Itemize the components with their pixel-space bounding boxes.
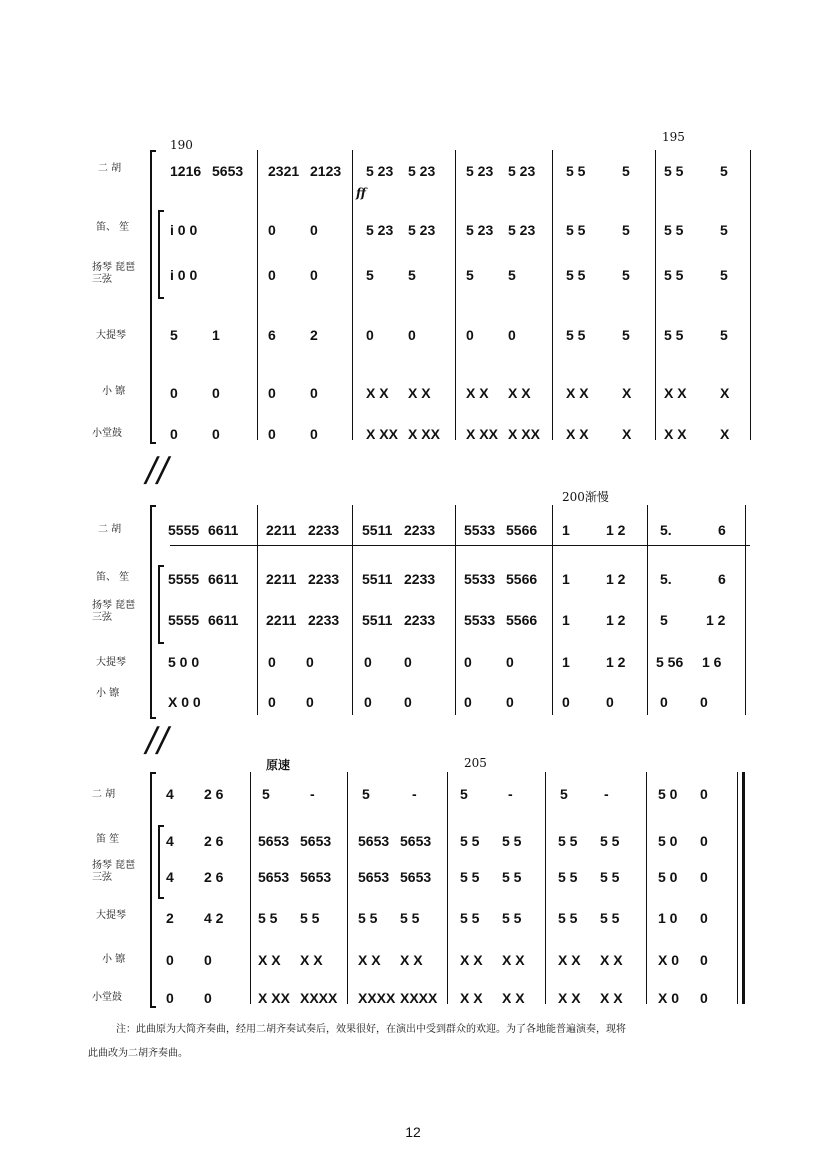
instrument-label-cymbal-drum: 小 镲	[96, 688, 120, 699]
instrument-label-cello: 大提琴	[96, 657, 126, 668]
note-group: 0	[404, 654, 412, 670]
note-group: 0	[700, 833, 708, 849]
note-group: 0	[166, 952, 174, 968]
note-group: 5	[366, 267, 374, 283]
note-group: 0	[700, 910, 708, 926]
note-group: 1 2	[606, 654, 626, 670]
note-group: X X	[358, 952, 381, 968]
note-group: 2 6	[204, 869, 224, 885]
note-group: 0	[466, 327, 474, 343]
note-group: 5511	[362, 571, 393, 587]
note-group: 5 5	[460, 833, 480, 849]
note-group: X	[720, 385, 730, 401]
barline	[347, 772, 348, 1004]
note-group: 5533	[464, 612, 496, 628]
note-group: X XX	[366, 426, 398, 442]
note-group: 5 5	[300, 910, 320, 926]
note-group: 0	[700, 952, 708, 968]
note-group: X XX	[508, 426, 540, 442]
note-group: 5 5	[358, 910, 378, 926]
note-group: 6	[718, 522, 726, 538]
note-group: 5566	[506, 522, 538, 538]
measure-number-205: 205	[464, 756, 487, 770]
barline	[455, 505, 456, 715]
system-brace	[150, 505, 156, 719]
note-group: X X	[466, 385, 489, 401]
note-group: 1	[562, 522, 570, 538]
note-group: 5 5	[258, 910, 278, 926]
note-group: 0	[268, 267, 276, 283]
note-group: X X	[664, 385, 687, 401]
note-group: 4	[166, 833, 174, 849]
note-group: 2233	[308, 522, 340, 538]
note-group: 5566	[506, 612, 538, 628]
note-group: 5 23	[466, 222, 494, 238]
note-group: 5	[622, 163, 630, 179]
note-group: 5653	[400, 833, 432, 849]
note-group: 0	[166, 990, 174, 1006]
footnote-line-1: 注：此曲原为大简齐奏曲，经用二胡齐奏试奏后，效果很好，在演出中受到群众的欢迎。为了各地能普遍演奏，现将	[116, 1024, 626, 1035]
note-group: 5.	[660, 571, 672, 587]
barline	[250, 772, 251, 1004]
note-group: 5 23	[366, 222, 394, 238]
note-group: 0	[212, 426, 220, 442]
note-group: 2233	[308, 571, 340, 587]
note-group: 0	[204, 952, 212, 968]
note-group: 0	[366, 327, 374, 343]
note-group: X X	[664, 426, 687, 442]
note-group: 2 6	[204, 833, 224, 849]
note-group: 5 5	[558, 869, 578, 885]
note-group: X X	[408, 385, 431, 401]
note-group: 5555	[168, 612, 200, 628]
note-group: X	[622, 385, 632, 401]
note-group: 0	[408, 327, 416, 343]
note-group: 5	[720, 222, 728, 238]
system-separator: //	[142, 720, 173, 760]
note-group: 0	[170, 385, 178, 401]
instrument-label-dizi: 笛、 笙	[96, 222, 130, 233]
note-group: -	[310, 786, 315, 802]
barline	[257, 150, 258, 440]
instrument-label-dizi: 笛、 笙	[96, 572, 130, 583]
note-group: 5	[622, 327, 630, 343]
note-group: -	[604, 786, 609, 802]
note-group: 5653	[258, 869, 290, 885]
note-group: 2233	[308, 612, 340, 628]
note-group: 4 2	[204, 910, 224, 926]
note-group: X X	[300, 952, 323, 968]
barline	[257, 505, 258, 715]
note-group: 5533	[464, 522, 496, 538]
group-brace	[158, 565, 164, 644]
note-group: 5	[460, 786, 468, 802]
note-group: X X	[460, 990, 483, 1006]
note-group: 5	[170, 327, 178, 343]
system-brace	[150, 150, 156, 444]
instrument-label-cello: 大提琴	[96, 910, 126, 921]
note-group: 5653	[300, 833, 332, 849]
note-group: 2233	[404, 522, 436, 538]
note-group: 0	[464, 654, 472, 670]
note-group: 0	[310, 267, 318, 283]
note-group: 2211	[266, 571, 297, 587]
note-group: 0	[364, 654, 372, 670]
note-group: 5 5	[566, 267, 586, 283]
note-group: i 0 0	[170, 267, 198, 283]
note-group: XXXX	[358, 990, 396, 1006]
note-group: 5566	[506, 571, 538, 587]
note-group: 0	[404, 694, 412, 710]
note-group: 2321	[268, 163, 300, 179]
note-group: 2	[166, 910, 174, 926]
note-group: 1	[562, 612, 570, 628]
note-group: X 0 0	[168, 694, 201, 710]
note-group: X X	[460, 952, 483, 968]
measure-number-200: 200渐慢	[562, 490, 609, 504]
note-group: 5 5	[502, 869, 522, 885]
note-group: 1216	[170, 163, 202, 179]
group-brace	[158, 210, 164, 299]
note-group: 5	[720, 163, 728, 179]
note-group: 5	[720, 267, 728, 283]
note-group: 0	[268, 694, 276, 710]
note-group: 5 5	[664, 222, 684, 238]
note-group: 5 5	[400, 910, 420, 926]
note-group: 0	[508, 327, 516, 343]
note-group: X X	[566, 426, 589, 442]
note-group: 0	[268, 426, 276, 442]
note-group: 1	[562, 571, 570, 587]
note-group: 2 6	[204, 786, 224, 802]
note-group: 2	[310, 327, 318, 343]
note-group: 5 0	[658, 786, 678, 802]
note-group: 5	[508, 267, 516, 283]
note-group: 0	[204, 990, 212, 1006]
dynamic-ff: ff	[356, 186, 366, 200]
note-group: 5 56	[656, 654, 684, 670]
note-group: 0	[700, 869, 708, 885]
note-group: 0	[660, 694, 668, 710]
final-barline-thick	[742, 772, 745, 1004]
note-group: X XX	[408, 426, 440, 442]
note-group: X X	[502, 990, 525, 1006]
note-group: 5 5	[502, 833, 522, 849]
note-group: 1	[562, 654, 570, 670]
note-group: X XX	[258, 990, 290, 1006]
note-group: 4	[166, 869, 174, 885]
instrument-label-yangqin: 扬琴 琵琶 三弦	[92, 262, 136, 285]
note-group: 5 0 0	[168, 654, 200, 670]
note-group: 0	[464, 694, 472, 710]
note-group: 0	[306, 654, 314, 670]
note-group: 0	[310, 222, 318, 238]
barline	[750, 150, 751, 440]
note-group: 6611	[208, 522, 239, 538]
note-group: 5	[262, 786, 270, 802]
note-group: 6	[268, 327, 276, 343]
note-group: 5653	[358, 833, 390, 849]
note-group: -	[508, 786, 513, 802]
note-group: X X	[600, 990, 623, 1006]
note-group: 5	[622, 267, 630, 283]
note-group: 5 5	[600, 869, 620, 885]
instrument-label-yangqin: 扬琴 琵琶 三弦	[92, 600, 136, 623]
note-group: 1 2	[706, 612, 726, 628]
final-barline-thin	[737, 772, 738, 1004]
note-group: X X	[558, 952, 581, 968]
note-group: 0	[310, 385, 318, 401]
note-group: 5 23	[508, 222, 536, 238]
note-group: 0	[310, 426, 318, 442]
note-group: 0	[700, 694, 708, 710]
note-group: 5	[660, 612, 668, 628]
note-group: 5	[622, 222, 630, 238]
note-group: X 0	[658, 990, 680, 1006]
note-group: 2233	[404, 571, 436, 587]
note-group: 5	[560, 786, 568, 802]
note-group: 5 5	[600, 833, 620, 849]
note-group: 0	[506, 654, 514, 670]
system-brace	[150, 772, 156, 1008]
note-group: 5 23	[508, 163, 536, 179]
note-group: i 0 0	[170, 222, 198, 238]
note-group: 6611	[208, 571, 239, 587]
note-group: 5555	[168, 522, 200, 538]
footnote-line-2: 此曲改为二胡齐奏曲。	[88, 1048, 188, 1059]
note-group: 2123	[310, 163, 342, 179]
note-group: 5	[466, 267, 474, 283]
note-group: 2233	[404, 612, 436, 628]
instrument-label-erhu: 二 胡	[98, 163, 122, 174]
note-group: 0	[562, 694, 570, 710]
note-group: 2211	[266, 522, 297, 538]
barline	[352, 505, 353, 715]
note-group: 5 5	[566, 163, 586, 179]
note-group: X X	[558, 990, 581, 1006]
note-group: 5511	[362, 612, 393, 628]
page-number: 12	[405, 1124, 421, 1140]
note-group: 5 5	[566, 222, 586, 238]
note-group: 5555	[168, 571, 200, 587]
note-group: 5 5	[566, 327, 586, 343]
note-group: 0	[700, 990, 708, 1006]
note-group: 5 5	[460, 910, 480, 926]
note-group: 5 5	[558, 910, 578, 926]
measure-number-190: 190	[170, 138, 193, 152]
note-group: 0	[268, 654, 276, 670]
note-group: XXXX	[300, 990, 338, 1006]
instrument-label-cymbal: 小 镲	[102, 386, 126, 397]
note-group: 0	[268, 385, 276, 401]
barline	[655, 150, 656, 440]
note-group: 5 5	[502, 910, 522, 926]
note-group: X X	[508, 385, 531, 401]
note-group: 5653	[258, 833, 290, 849]
instrument-label-drum: 小堂鼓	[92, 428, 122, 439]
note-group: 0	[700, 786, 708, 802]
note-group: 5	[362, 786, 370, 802]
note-group: 1 2	[606, 522, 626, 538]
group-brace	[158, 825, 164, 899]
note-group: 5 5	[664, 267, 684, 283]
barline	[646, 772, 647, 1004]
note-group: 5 0	[658, 869, 678, 885]
instrument-label-erhu: 二 胡	[98, 524, 122, 535]
note-group: 5 23	[408, 222, 436, 238]
note-group: X X	[400, 952, 423, 968]
note-group: 6611	[208, 612, 239, 628]
instrument-label-cello: 大提琴	[96, 330, 126, 341]
instrument-label-yangqin: 扬琴 琵琶 三弦	[92, 860, 136, 883]
system-separator: //	[142, 450, 173, 490]
note-group: 5511	[362, 522, 393, 538]
note-group: 1 2	[606, 571, 626, 587]
note-group: 0	[364, 694, 372, 710]
note-group: X	[622, 426, 632, 442]
note-group: X XX	[466, 426, 498, 442]
barline	[545, 772, 546, 1004]
note-group: 5653	[300, 869, 332, 885]
note-group: 5653	[212, 163, 244, 179]
note-group: 5	[720, 327, 728, 343]
barline	[552, 505, 553, 715]
note-group: 5 0	[658, 833, 678, 849]
note-group: 5533	[464, 571, 496, 587]
note-group: 1 2	[606, 612, 626, 628]
note-group: 0	[506, 694, 514, 710]
note-group: 5 5	[558, 833, 578, 849]
note-group: 5 5	[664, 327, 684, 343]
note-group: 0	[268, 222, 276, 238]
note-group: 5 23	[408, 163, 436, 179]
note-group: XXXX	[400, 990, 438, 1006]
note-group: 1 0	[658, 910, 678, 926]
instrument-label-erhu: 二 胡	[92, 789, 116, 800]
note-group: 0	[212, 385, 220, 401]
note-group: 1	[212, 327, 220, 343]
note-group: 0	[170, 426, 178, 442]
note-group: 1 6	[702, 654, 722, 670]
note-group: 5 23	[366, 163, 394, 179]
barline	[352, 150, 353, 440]
note-group: X	[720, 426, 730, 442]
note-group: 5 23	[466, 163, 494, 179]
barline	[745, 505, 746, 715]
note-group: X X	[366, 385, 389, 401]
note-group: X X	[566, 385, 589, 401]
barline	[552, 150, 553, 440]
measure-number-195: 195	[662, 130, 685, 144]
note-group: 4	[166, 786, 174, 802]
note-group: X X	[600, 952, 623, 968]
note-group: 5653	[358, 869, 390, 885]
barline	[447, 772, 448, 1004]
note-group: X 0	[658, 952, 680, 968]
instrument-label-cymbal: 小 镲	[102, 954, 126, 965]
tempo-mark: 原速	[266, 758, 291, 772]
note-group: 5.	[660, 522, 672, 538]
note-group: 0	[306, 694, 314, 710]
note-group: 5 5	[600, 910, 620, 926]
note-group: 5 5	[460, 869, 480, 885]
note-group: X X	[258, 952, 281, 968]
note-group: 6	[718, 571, 726, 587]
note-group: 0	[606, 694, 614, 710]
note-group: 2211	[266, 612, 297, 628]
instrument-label-dizi: 笛 笙	[96, 834, 120, 845]
note-group: 5	[408, 267, 416, 283]
note-group: -	[412, 786, 417, 802]
note-group: 5653	[400, 869, 432, 885]
note-group: 5 5	[664, 163, 684, 179]
barline	[647, 505, 648, 715]
note-group: X X	[502, 952, 525, 968]
instrument-label-drum: 小堂鼓	[92, 992, 122, 1003]
barline	[455, 150, 456, 440]
